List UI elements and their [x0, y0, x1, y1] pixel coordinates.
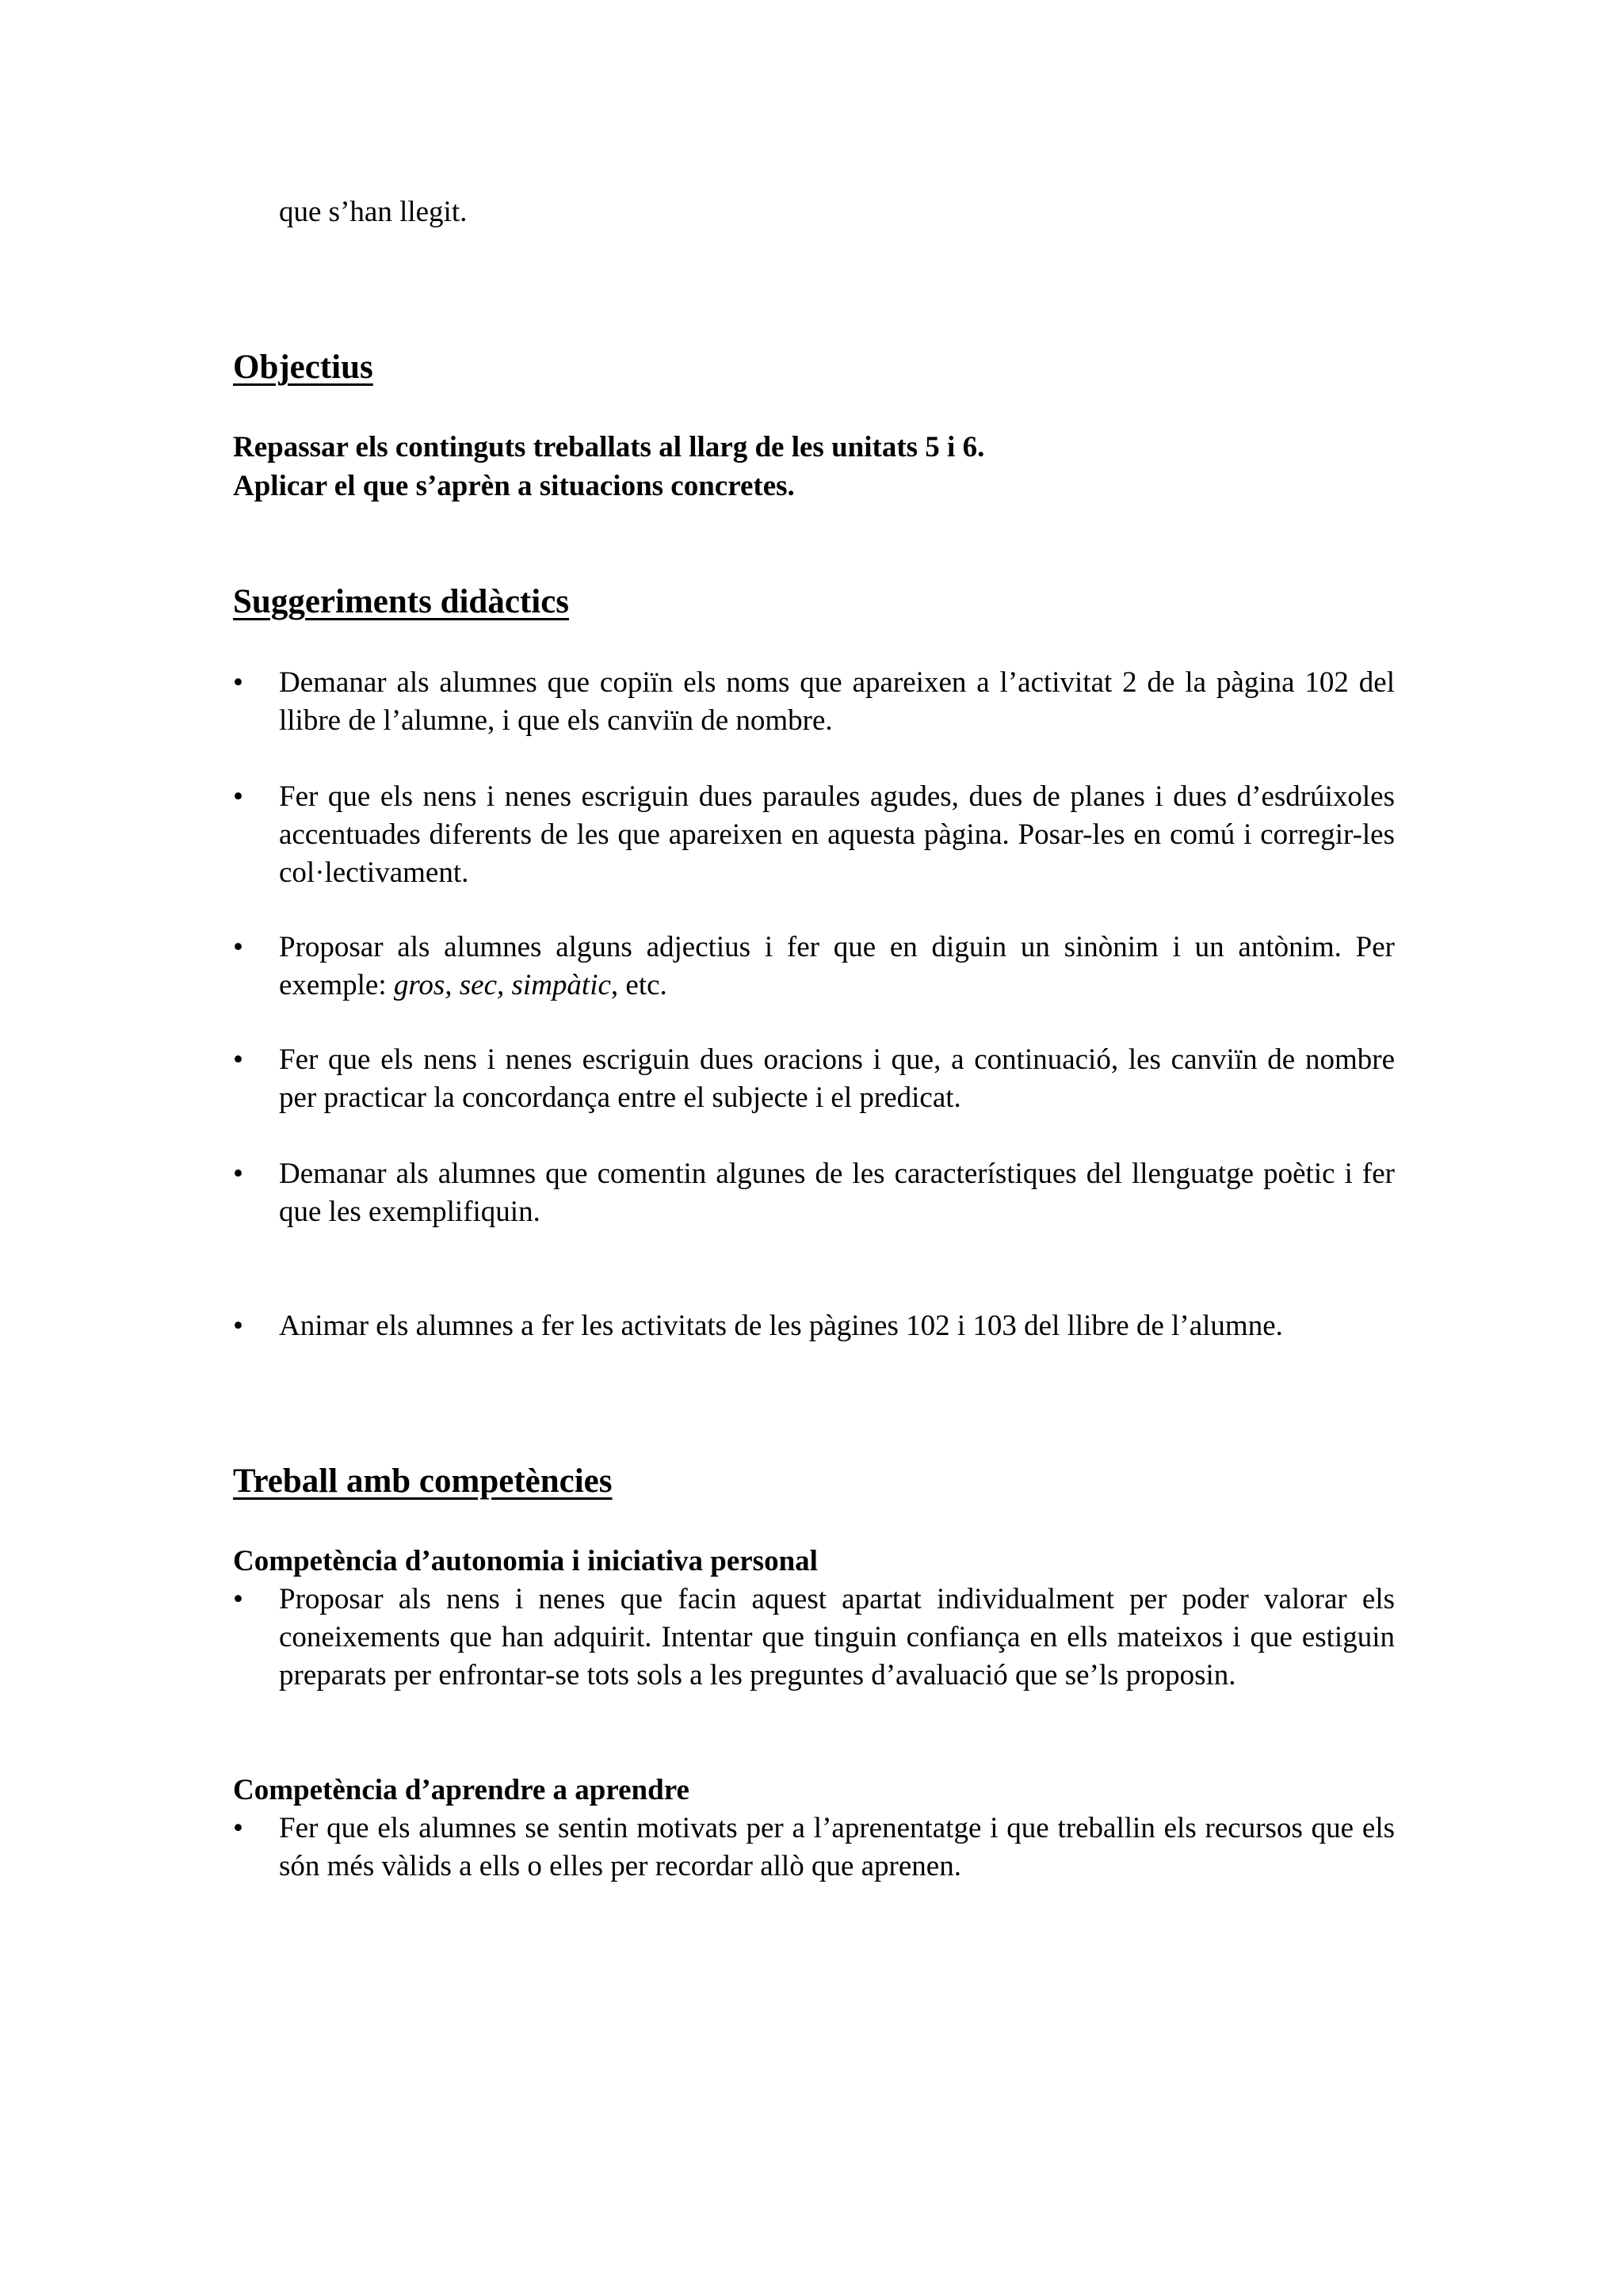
suggeriment-text-start: Proposar als alumnes alguns adjectius i fer que en diguin un sinònim i un antònim. Per exemple: [279, 931, 1395, 1001]
competencies-heading: Treball amb competències [233, 1463, 613, 1500]
suggeriments-heading: Suggeriments didàctics [233, 583, 570, 620]
suggeriment-text-end: , etc. [610, 969, 667, 1001]
suggeriment-text: Fer que els nens i nenes escriguin dues paraules agudes, dues de planes i dues d’esdrúixoles accentuades diferents de les que apareixen en aquesta pàgina. Posar-les en comú i corregir-les col·lectivament. [279, 780, 1395, 889]
suggeriment-text: Demanar als alumnes que comentin algunes de les característiques del llenguatge poètic i fer que les exemplifiquin. [279, 1158, 1395, 1228]
suggeriment-item-3 [233, 929, 1395, 1005]
suggeriment-text: Animar els alumnes a fer les activitats de les pàgines 102 i 103 del llibre de l’alumne. [279, 1310, 1283, 1342]
objectius-line-2: Aplicar el que s’aprèn a situacions concretes. [233, 470, 795, 502]
objectius-line-1: Repassar els continguts treballats al llarg de les unitats 5 i 6. [233, 431, 985, 463]
suggeriment-text [279, 929, 1395, 1005]
suggeriment-item-6 [233, 1307, 1395, 1345]
bullet-icon: • [233, 1043, 243, 1076]
bullet-icon: • [233, 931, 243, 963]
suggeriment-item-5 [233, 1155, 1395, 1231]
competencia-autonomia-item [233, 1581, 1395, 1695]
competencia-text: Fer que els alumnes se sentin motivats per a l’aprenentatge i que treballin els recursos que els són més vàlids a ells o elles per recordar allò que aprenen. [279, 1812, 1395, 1882]
bullet-icon: • [233, 780, 243, 813]
bullet-icon: • [233, 1310, 243, 1342]
suggeriment-text: Demanar als alumnes que copiïn els noms que apareixen a l’activitat 2 de la pàgina 102 del llibre de l’alumne, i que els canviïn de nombre. [279, 666, 1395, 737]
suggeriment-item-2 [233, 778, 1395, 892]
bullet-icon: • [233, 1158, 243, 1190]
bullet-icon: • [233, 1812, 243, 1844]
continuation-text: que s’han llegit. [279, 196, 468, 228]
suggeriment-item-4 [233, 1041, 1395, 1117]
competencia-autonomia-title: Competència d’autonomia i iniciativa personal [233, 1545, 818, 1577]
suggeriment-item-1 [233, 664, 1395, 740]
objectius-heading: Objectius [233, 349, 373, 386]
suggeriment-examples: gros, sec, simpàtic [393, 969, 611, 1001]
bullet-icon: • [233, 666, 243, 699]
competencia-text: Proposar als nens i nenes que facin aquest apartat individualment per poder valorar els coneixements que han adquirit. Intentar que tinguin confiança en ells mateixos i que estiguin preparats per enfrontar-se tots sols a les preguntes d’avaluació que se’ls proposin. [279, 1583, 1395, 1691]
competencia-aprendre-title: Competència d’aprendre a aprendre [233, 1774, 689, 1806]
suggeriment-text: Fer que els nens i nenes escriguin dues oracions i que, a continuació, les canviïn de nombre per practicar la concordança entre el subjecte i el predicat. [279, 1043, 1395, 1114]
bullet-icon: • [233, 1583, 243, 1615]
competencia-aprendre-item [233, 1810, 1395, 1886]
